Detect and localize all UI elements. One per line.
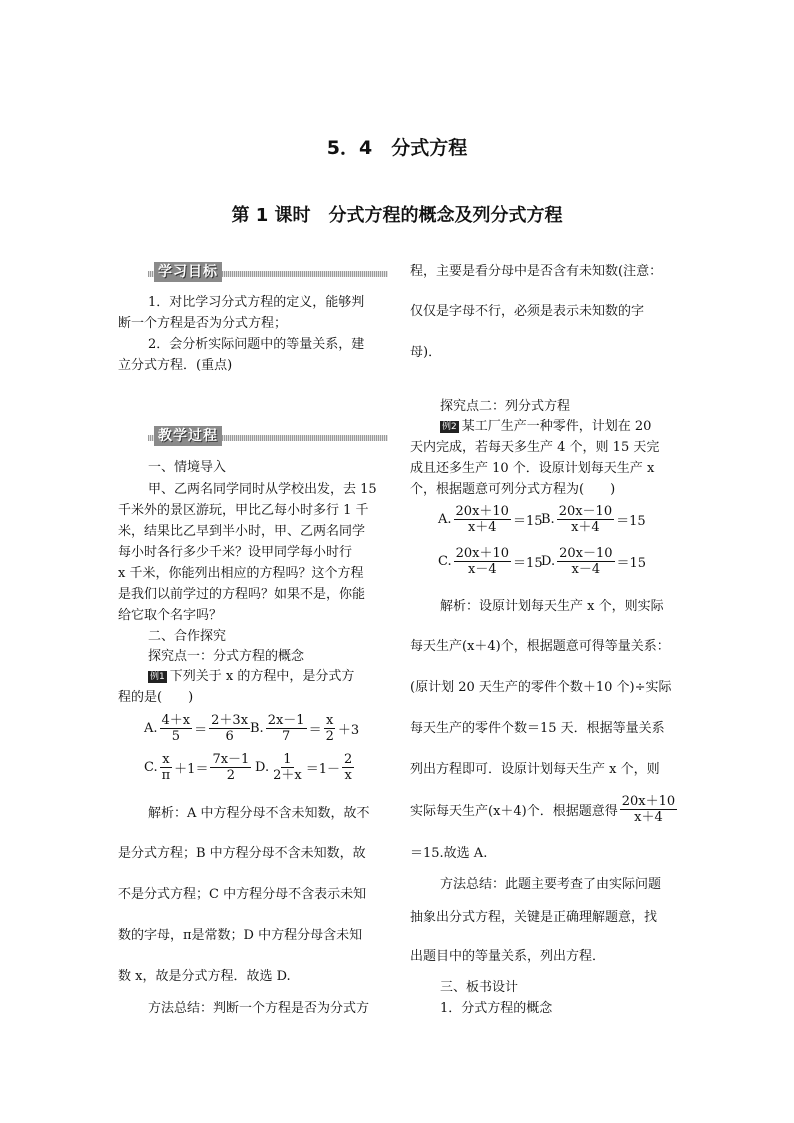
banner-goals: [148, 262, 388, 282]
example-1-text: 下列关于 x 的方程中，是分式方: [169, 669, 355, 684]
analysis-1-line-1: 解析：A 中方程分母不含未知数，故不: [148, 806, 370, 821]
example-1-line-1: [148, 668, 354, 686]
rhs: ＝15: [616, 514, 646, 529]
banner-process-label: 教学过程: [154, 426, 222, 446]
rhs: ＝15: [513, 556, 543, 571]
ex1-option-a: [144, 713, 252, 744]
equals: ＝: [194, 723, 208, 738]
analysis-2-line-5: 列出方程即可．设原计划每天生产 x 个，则: [410, 762, 660, 777]
intro-line-2: 千米外的景区游玩，甲比乙每小时多行 1 千: [118, 503, 369, 518]
analysis-1-line-4: 数的字母，π是常数；D 中方程分母含未知: [118, 928, 363, 943]
fraction: $\frac{2+3x}{6}$: [211, 713, 249, 744]
ex1-option-d: [255, 752, 356, 783]
option-label: D.: [541, 554, 556, 569]
analysis-2-line-1: 解析：设原计划每天生产 x 个，则实际: [440, 599, 664, 614]
option-label: A.: [144, 721, 158, 736]
analysis-2-line-7: ＝15.故选 A.: [410, 846, 488, 861]
goal-2-line-1: 2．会分析实际问题中的等量关系，建: [148, 337, 365, 352]
analysis-2-line-2: 每天生产(x＋4)个，根据题意可得等量关系：: [410, 639, 670, 654]
fraction: $\frac{20x+10}{x-4}$: [455, 546, 510, 577]
option-label: B.: [250, 721, 264, 736]
option-label: C.: [438, 554, 452, 569]
ex2-option-a: [438, 504, 543, 535]
equals: ＝: [308, 723, 322, 738]
fraction: $\frac{20x-10}{x+4}$: [558, 504, 613, 535]
lesson-title: 第 1 课时 分式方程的概念及列分式方程: [231, 205, 563, 226]
fraction: $\frac{1}{2+x}$: [273, 752, 302, 783]
method-1-line-2: 程，主要是看分母中是否含有未知数(注意：: [410, 264, 663, 279]
method-2-line-3: 出题目中的等量关系，列出方程．: [410, 949, 606, 964]
example-2-text: 某工厂生产一种零件，计划在 20: [461, 419, 652, 434]
intro-line-4: 每小时各行多少千米？设甲同学每小时行: [118, 545, 353, 560]
intro-line-7: 给它取个名字吗？: [118, 608, 223, 623]
point-2-heading: 探究点二：列分式方程: [440, 399, 571, 414]
analysis-1-line-2: 是分式方程；B 中方程分母不含未知数，故: [118, 846, 366, 861]
example-2-line-4: 个，根据题意可列分式方程为( ): [410, 482, 616, 497]
goal-1-line-1: 1．对比学习分式方程的定义，能够判: [148, 295, 365, 310]
goal-2-line-2: 立分式方程．(重点): [118, 358, 233, 373]
middle: ＋1＝: [174, 762, 209, 777]
example-2-line-3: 成且还多生产 10 个．设原计划每天生产 x: [410, 461, 655, 476]
rhs: ＝15: [616, 556, 647, 571]
method-1-line-4: 母)．: [410, 345, 442, 360]
analysis-2-line-4: 每天生产的零件个数＝15 天．根据等量关系: [410, 721, 665, 736]
method-2-line-1: 方法总结：此题主要考查了由实际问题: [440, 877, 662, 892]
example-2-line-1: [440, 418, 651, 436]
example-1-line-2: 程的是( ): [118, 690, 194, 705]
ex2-option-c: [438, 546, 543, 577]
intro-line-6: 是我们以前学过的方程吗？如果不是，你能: [118, 587, 366, 602]
example-1-badge: 例1: [150, 671, 165, 682]
ex2-option-b: [541, 504, 646, 535]
section-title: 5．4 分式方程: [326, 137, 468, 159]
goal-1-line-2: 断一个方程是否为分式方程；: [118, 316, 288, 331]
rhs: ＝15: [512, 514, 543, 529]
section-3-item-1: 1．分式方程的概念: [440, 1001, 553, 1016]
example-2-line-2: 天内完成，若每天多生产 4 个，则 15 天完: [410, 440, 660, 455]
analysis-2-line-3: (原计划 20 天生产的零件个数＋10 个)÷实际: [410, 680, 672, 695]
section-3-heading: 三、板书设计: [440, 980, 519, 995]
fraction: $\frac{2x-1}{7}$: [267, 713, 305, 744]
option-label: A.: [438, 512, 452, 527]
option-label: D.: [255, 760, 270, 775]
ex1-option-b: [250, 713, 359, 744]
example-2-badge: 例2: [442, 421, 457, 432]
analysis-2-line-6: [410, 794, 679, 825]
analysis-1-line-3: 不是分式方程；C 中方程分母不含表示未知: [118, 887, 367, 902]
ex2-option-d: [541, 546, 646, 577]
banner-goals-label: 学习目标: [154, 262, 222, 282]
method-1-line-1: 方法总结：判断一个方程是否为分式方: [148, 1001, 370, 1016]
fraction: $\frac{x}{\pi}$: [161, 752, 171, 783]
banner-process: [148, 426, 388, 446]
intro-line-3: 米，结果比乙早到半小时，甲、乙两名同学: [118, 524, 366, 539]
fraction: $\frac{4+x}{5}$: [161, 713, 191, 744]
section-1-heading: 一、情境导入: [148, 460, 227, 475]
fraction: $\frac{7x-1}{2}$: [212, 752, 250, 783]
analysis-2-text: 实际每天生产(x＋4)个．根据题意得: [410, 804, 618, 819]
ex1-option-c: [144, 752, 253, 783]
method-2-line-2: 抽象出分式方程，关键是正确理解题意，找: [410, 910, 658, 925]
tail: ＋3: [337, 723, 360, 738]
option-label: C.: [144, 760, 158, 775]
option-label: B.: [541, 512, 555, 527]
method-1-line-3: 仅仅是字母不行，必须是表示未知数的字: [410, 304, 645, 319]
fraction: $\frac{20x+10}{x+4}$: [455, 504, 509, 535]
fraction: $\frac{20x-10}{x-4}$: [559, 546, 613, 577]
analysis-1-line-5: 数 x，故是分式方程．故选 D.: [118, 969, 291, 984]
fraction: $\frac{x}{2}$: [325, 713, 334, 744]
middle: ＝1－: [305, 762, 340, 777]
intro-line-1: 甲、乙两名同学同时从学校出发，去 15: [148, 482, 377, 497]
section-2-heading: 二、合作探究: [148, 629, 227, 644]
point-1-heading: 探究点一：分式方程的概念: [148, 649, 305, 664]
intro-line-5: x 千米，你能列出相应的方程吗？这个方程: [118, 566, 364, 581]
fraction: $\frac{2}{x}$: [343, 752, 353, 783]
answer-fraction: $\frac{20x+10}{x+4}$: [621, 794, 676, 825]
